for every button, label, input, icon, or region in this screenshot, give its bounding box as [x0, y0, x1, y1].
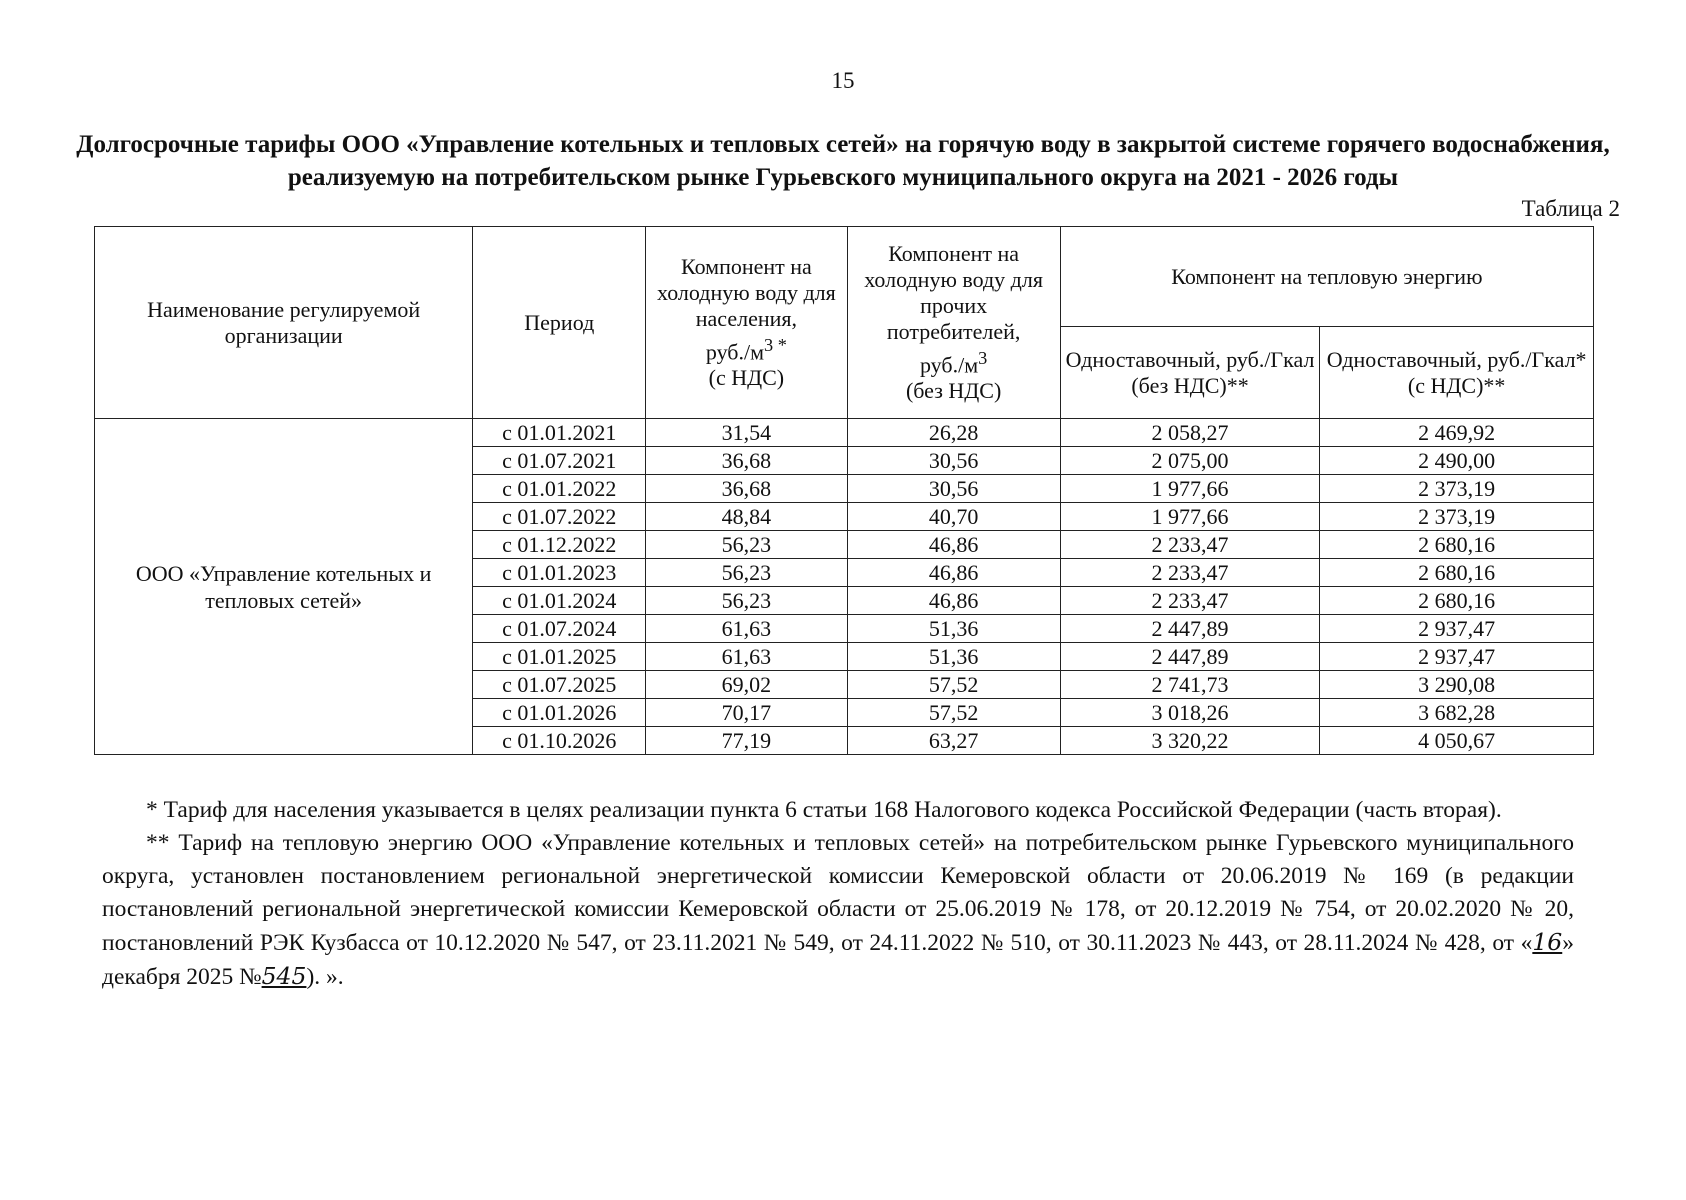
cold-other-cell: 63,27 — [847, 727, 1060, 755]
document-title: Долгосрочные тарифы ООО «Управление котельных и тепловых сетей» на горячую воду в закрытой системе горячего водоснабжения, реализуемую на потребительском рынке Гурьевского муниципального округа на 2021 - 2026 годы — [76, 131, 1610, 191]
heat-vat-cell: 2 937,47 — [1320, 615, 1594, 643]
heat-no-vat-cell: 2 447,89 — [1060, 643, 1320, 671]
period-cell: с 01.07.2022 — [473, 503, 646, 531]
table-row — [95, 419, 1594, 447]
header-heat-vat: Одноставочный, руб./Гкал* (с НДС)** — [1320, 327, 1594, 419]
cold-other-cell: 51,36 — [847, 615, 1060, 643]
cold-pop-cell: 56,23 — [646, 559, 847, 587]
footnotes — [102, 794, 1574, 994]
cold-pop-cell: 56,23 — [646, 587, 847, 615]
org-name-cell: ООО «Управление котельных и тепловых сетей» — [95, 419, 473, 755]
cold-pop-cell: 48,84 — [646, 503, 847, 531]
handwritten-day: 16 — [1532, 928, 1563, 956]
cold-other-cell: 40,70 — [847, 503, 1060, 531]
heat-vat-cell: 2 373,19 — [1320, 475, 1594, 503]
heat-vat-cell: 4 050,67 — [1320, 727, 1594, 755]
cold-pop-cell: 61,63 — [646, 615, 847, 643]
heat-no-vat-cell: 2 233,47 — [1060, 559, 1320, 587]
heat-no-vat-cell: 2 058,27 — [1060, 419, 1320, 447]
cold-other-cell: 57,52 — [847, 699, 1060, 727]
heat-no-vat-cell: 3 018,26 — [1060, 699, 1320, 727]
footnote-2 — [102, 827, 1574, 994]
header-org: Наименование регулируемой организации — [95, 227, 473, 419]
cold-pop-cell: 61,63 — [646, 643, 847, 671]
cold-pop-cell: 69,02 — [646, 671, 847, 699]
heat-no-vat-cell: 2 233,47 — [1060, 587, 1320, 615]
heat-no-vat-cell: 2 447,89 — [1060, 615, 1320, 643]
cold-other-cell: 30,56 — [847, 447, 1060, 475]
page-number: 15 — [831, 68, 855, 93]
cold-pop-cell: 77,19 — [646, 727, 847, 755]
header-cold-population: Компонент на холодную воду для населения, $руб./м^{3 *}$ (с НДС) — [646, 227, 847, 419]
cold-pop-cell: 31,54 — [646, 419, 847, 447]
period-cell: с 01.01.2022 — [473, 475, 646, 503]
cold-other-cell: 30,56 — [847, 475, 1060, 503]
cold-other-cell: 51,36 — [847, 643, 1060, 671]
header-heat-no-vat: Одноставочный, руб./Гкал (без НДС)** — [1060, 327, 1320, 419]
heat-no-vat-cell: 1 977,66 — [1060, 503, 1320, 531]
header-heat-group: Компонент на тепловую энергию — [1060, 227, 1593, 327]
footnote-2-end: ). ». — [306, 964, 344, 990]
period-cell: с 01.07.2025 — [473, 671, 646, 699]
period-cell: с 01.01.2025 — [473, 643, 646, 671]
heat-vat-cell: 2 373,19 — [1320, 503, 1594, 531]
heat-vat-cell: 2 490,00 — [1320, 447, 1594, 475]
heat-no-vat-cell: 2 233,47 — [1060, 531, 1320, 559]
header-cold-other: Компонент на холодную воду для прочих потребителей, $руб./м^3$ (без НДС) — [847, 227, 1060, 419]
period-cell: с 01.12.2022 — [473, 531, 646, 559]
cold-pop-cell: 70,17 — [646, 699, 847, 727]
heat-no-vat-cell: 3 320,22 — [1060, 727, 1320, 755]
period-cell: с 01.01.2024 — [473, 587, 646, 615]
heat-vat-cell: 2 937,47 — [1320, 643, 1594, 671]
heat-vat-cell: 2 469,92 — [1320, 419, 1594, 447]
cold-other-cell: 46,86 — [847, 587, 1060, 615]
cold-pop-cell: 36,68 — [646, 475, 847, 503]
header-period: Период — [473, 227, 646, 419]
footnote-2-mid: » декабря 2025 № — [102, 930, 1574, 990]
heat-vat-cell: 2 680,16 — [1320, 531, 1594, 559]
cold-pop-cell: 56,23 — [646, 531, 847, 559]
cold-pop-cell: 36,68 — [646, 447, 847, 475]
footnote-2-main: ** Тариф на тепловую энергию ООО «Управление котельных и тепловых сетей» на потребительском рынке Гурьевского муниципального округа, установлен постановлением региональной энергетической комиссии Кемеровской области от 20.06.2019 № 169 (в редакции постановлений региональной энергетической комиссии Кемеровской области от 25.06.2019 № 178, от 20.12.2019 № 754, от 20.02.2020 № 20, постановлений РЭК Кузбасса от 10.12.2020 № 547, от 23.11.2021 № 549, от 24.11.2022 № 510, от 30.11.2023 № 443, от 28.11.2024 № 428, от « — [102, 830, 1574, 956]
period-cell: с 01.01.2021 — [473, 419, 646, 447]
period-cell: с 01.10.2026 — [473, 727, 646, 755]
period-cell: с 01.01.2026 — [473, 699, 646, 727]
period-cell: с 01.07.2024 — [473, 615, 646, 643]
heat-no-vat-cell: 1 977,66 — [1060, 475, 1320, 503]
table-label: Таблица 2 — [1521, 196, 1620, 221]
tariff-table — [94, 226, 1594, 755]
cold-other-cell: 46,86 — [847, 531, 1060, 559]
cold-other-cell: 26,28 — [847, 419, 1060, 447]
period-cell: с 01.01.2023 — [473, 559, 646, 587]
heat-vat-cell: 2 680,16 — [1320, 587, 1594, 615]
heat-vat-cell: 2 680,16 — [1320, 559, 1594, 587]
cold-other-cell: 57,52 — [847, 671, 1060, 699]
heat-vat-cell: 3 682,28 — [1320, 699, 1594, 727]
footnote-1: * Тариф для населения указывается в целях реализации пункта 6 статьи 168 Налогового кодекса Российской Федерации (часть вторая). — [146, 797, 1502, 823]
handwritten-number: 545 — [261, 962, 307, 990]
period-cell: с 01.07.2021 — [473, 447, 646, 475]
heat-no-vat-cell: 2 075,00 — [1060, 447, 1320, 475]
heat-no-vat-cell: 2 741,73 — [1060, 671, 1320, 699]
heat-vat-cell: 3 290,08 — [1320, 671, 1594, 699]
cold-other-cell: 46,86 — [847, 559, 1060, 587]
